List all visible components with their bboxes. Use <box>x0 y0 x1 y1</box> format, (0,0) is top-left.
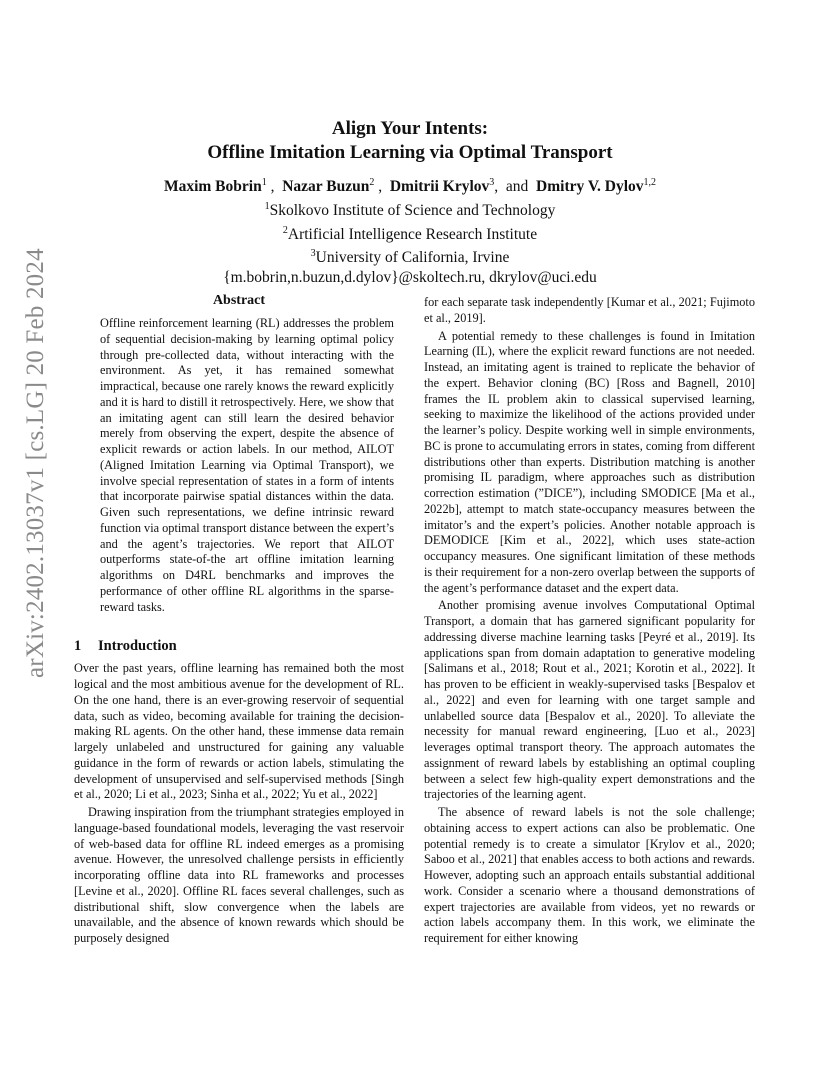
abstract-heading: Abstract <box>212 293 266 308</box>
affiliation: $^2$Artificial Intelligence Research Institute <box>282 224 538 243</box>
arxiv-identifier: arXiv:2402.13037v1 [cs.LG] 20 Feb 2024 <box>22 248 49 678</box>
author-affil-sup: 3 <box>489 177 495 188</box>
affiliation: $^3$University of California, Irvine <box>310 248 510 267</box>
paragraph: The absence of reward labels is not the sole challenge; obtaining access to expert actions can also be problematic. One potential remedy is to create a simulator [Krylov et al., 2020; Saboo et al., 2021] that enables access to both actions and rewards. However, adopting such an approach entails substantial additional work. Consider a scenario where a thousand demonstrations of expert trajectories are available from videos, yet no rewards or action labels accompany them. In this work, we eliminate the requirement for either knowing <box>424 805 755 945</box>
author-name: Dmitrii Krylov <box>389 178 490 196</box>
author-affil-sup: 2 <box>369 177 375 188</box>
paragraph: Another promising avenue involves Computational Optimal Transport, a domain that has garnered significant popularity for addressing diverse machine learning tasks [Peyré et al., 2019]. Its applications span from domain adaptation to generative modeling [Salimans et al., 2018; Rout et al., 2021; Korotin et al., 2022]. It has proven to be efficient in weakly-supervised tasks [Bespalov et al., 2022] and even for learning with one target sample and unlabelled source data [Bespalov et al., 2020]. To alleviate the necessity for manual reward engineering, [Luo et al., 2023] leverages optimal transport theory. The approach automates the assignment of reward labels by establishing an optimal coupling between a select few high-quality expert demonstrations and the trajectories of the learning agent. <box>424 598 755 802</box>
author-name: Dmitry V. Dylov <box>536 178 644 196</box>
paper-title-line2: Offline Imitation Learning via Optimal Transport <box>207 142 613 163</box>
right-column <box>424 295 755 947</box>
author-name: Maxim Bobrin <box>163 178 262 196</box>
author-affil-sup: 1,2 <box>643 177 657 188</box>
section-number: 1 <box>74 638 82 655</box>
paragraph: A potential remedy to these challenges is found in Imitation Learning (IL), where the explicit reward functions are not needed. Instead, an imitating agent is trained to replicate the behavior of the expert. Behavior cloning (BC) [Ross and Bagnell, 2010] frames the IL problem akin to classical supervised learning, seeking to maximize the likelihood of the actions provided under the learner’s policy. Despite working well in simple environments, BC is prone to accumulating errors in states, coming from different distributions other than experts. Distribution matching is another promising IL paradigm, where approaches such as distribution correction estimation (”DICE”), including SMODICE [Ma et al., 2022b], attempt to match state-occupancy measures between the imitator’s and the expert’s policies. Another notable approach is DEMODICE [Kim et al., 2022], which uses state-action occupancy measures. One significant limitation of these methods is their requirement for a non-zero overlap between the supports of the agent’s performance dataset and the expert data. <box>424 328 755 595</box>
author-list: Maxim Bobrin$^1$ , Nazar Buzun$^2$ , Dmitrii Krylov$^3$, and Dmitry V. Dylov$^{1,2}$ <box>163 177 657 196</box>
abstract-text: Offline reinforcement learning (RL) addresses the problem of sequential decision-making by learning optimal policy through pre-collected data, without interacting with the environment. As yet, it has remained somewhat impractical, because one rarely knows the reward explicitly and it is hard to distill it retrospectively. Here, we show that an imitating agent can still learn the desired behavior merely from observing the expert, despite the absence of explicit rewards or action labels. In our method, AILOT (Aligned Imitation Learning via Optimal Transport), we involve special representation of states in a form of intents that incorporate pairwise spatial distances within the data. Given such representations, we define intrinsic reward function via optimal transport distance between the expert’s and the agent’s trajectories. We report that AILOT outperforms state-of-the art offline imitation learning algorithms on D4RL benchmarks and improves the performance of other offline RL algorithms in the sparse-reward tasks. <box>100 316 395 614</box>
author-name: Nazar Buzun <box>282 178 370 196</box>
paragraph: for each separate task independently [Kumar et al., 2021; Fujimoto et al., 2019]. <box>424 295 755 325</box>
left-column <box>74 292 404 947</box>
paper-title-line1: Align Your Intents: <box>331 118 489 139</box>
author-affil-sup: 1 <box>261 177 267 188</box>
author-emails: {m.bobrin,n.buzun,d.dylov}@skoltech.ru, dkrylov@uci.edu <box>223 269 597 287</box>
paragraph: Drawing inspiration from the triumphant strategies employed in language-based foundational models, leveraging the vast reservoir of web-based data for offline RL indeed emerges as a promising avenue. However, the unresolved challenge persists in efficiently incorporating offline data into RL frameworks and processes [Levine et al., 2020]. Offline RL faces several challenges, such as distributional shift, slow convergence when the labels are unavailable, and the absence of known rewards which should be purposely designed <box>74 805 404 945</box>
affiliation: $^1$Skolkovo Institute of Science and Technology <box>264 201 556 220</box>
section-title: Introduction <box>98 638 177 655</box>
section-heading <box>74 637 404 655</box>
title-block <box>110 117 710 288</box>
paragraph: Over the past years, offline learning has remained both the most logical and the most ambitious avenue for the development of RL. On the one hand, there is an ever-growing reservoir of sequential data, such as video, becoming available for training the decision-making RL agents. On the other hand, these immense data remain largely unlabeled and unstructured for gaining any valuable guidance in the form of rewards or action labels, stimulating the development of unsupervised and self-supervised methods [Singh et al., 2020; Li et al., 2023; Sinha et al., 2022; Yu et al., 2022] <box>74 661 404 802</box>
